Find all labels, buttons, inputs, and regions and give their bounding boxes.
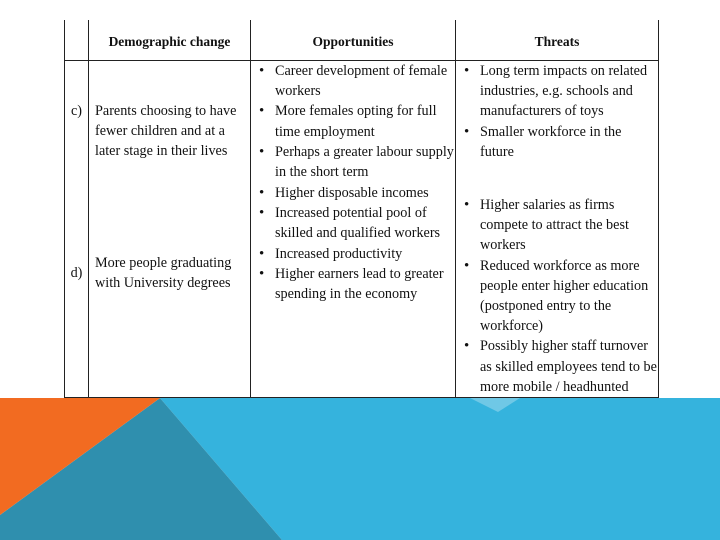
change-text: Parents choosing to have fewer children and at a later stage in their lives — [95, 103, 237, 160]
list-item: • Higher earners lead to greater spending in the economy — [259, 264, 455, 304]
list-item: • Reduced workforce as more people enter higher education (postponed entry to the workforce) — [464, 256, 658, 337]
list-item: • Increased productivity — [259, 244, 455, 264]
header-demographic-change: Demographic change — [89, 20, 251, 61]
row-label: c) — [70, 103, 83, 119]
change-text: More people graduating with University degrees — [95, 255, 232, 292]
list-item: • Perhaps a greater labour supply in the short term — [259, 142, 455, 182]
header-opportunities: Opportunities — [251, 20, 456, 61]
list-item: • Higher disposable incomes — [259, 183, 455, 203]
list-item: • Increased potential pool of skilled and qualified workers — [259, 203, 455, 243]
list-item: • Career development of female workers — [259, 61, 455, 101]
list-item: • More females opting for full time employment — [259, 101, 455, 141]
list-item: • Possibly higher staff turnover as skilled employees tend to be more mobile / headhunted — [464, 336, 658, 397]
list-item: • Higher salaries as firms compete to attract the best workers — [464, 195, 658, 256]
row-label: d) — [70, 265, 83, 281]
header-threats: Threats — [456, 20, 659, 61]
list-item: • Long term impacts on related industries, e.g. schools and manufacturers of toys — [464, 61, 658, 122]
list-item: • Smaller workforce in the future — [464, 122, 658, 162]
